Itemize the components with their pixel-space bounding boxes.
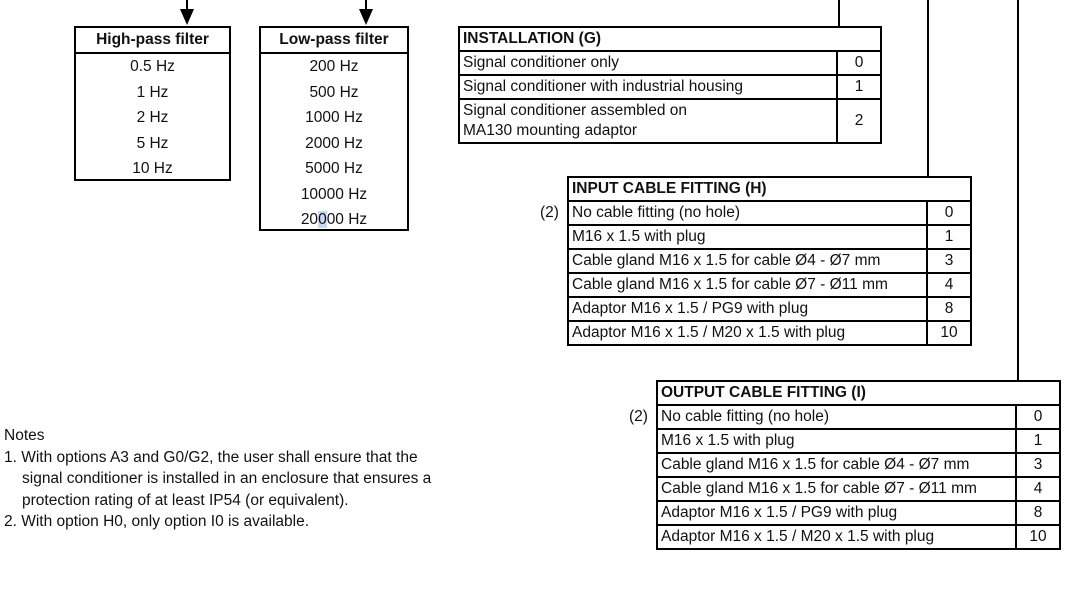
high-pass-filter-box bbox=[74, 26, 231, 181]
option-code: 0 bbox=[837, 51, 881, 75]
arrow-down-icon bbox=[180, 9, 194, 25]
option-label: Adaptor M16 x 1.5 / PG9 with plug bbox=[568, 297, 927, 321]
arrow-down-icon bbox=[359, 9, 373, 25]
text-selection-highlight[interactable]: 0 bbox=[318, 211, 327, 228]
table-row bbox=[459, 51, 881, 75]
option-code: 2 bbox=[837, 99, 881, 143]
notes-heading: Notes bbox=[4, 427, 45, 444]
option-label: Signal conditioner with industrial housing bbox=[459, 75, 837, 99]
table-row bbox=[459, 99, 881, 143]
table-row bbox=[568, 249, 971, 273]
table-row bbox=[657, 429, 1060, 453]
high-pass-option: 0.5 Hz bbox=[130, 58, 175, 75]
table-row bbox=[657, 405, 1060, 429]
option-code: 1 bbox=[1016, 429, 1060, 453]
connector-line-input-cable bbox=[927, 0, 929, 177]
table-row bbox=[568, 321, 971, 345]
table-row bbox=[568, 297, 971, 321]
option-code: 10 bbox=[1016, 525, 1060, 549]
high-pass-option: 5 Hz bbox=[136, 134, 169, 152]
low-pass-filter-title: Low-pass filter bbox=[261, 28, 407, 54]
installation-title: INSTALLATION (G) bbox=[459, 27, 881, 51]
low-pass-option bbox=[261, 207, 407, 233]
note-2: 2. With option H0, only option I0 is available. bbox=[4, 513, 310, 530]
option-label: Cable gland M16 x 1.5 for cable Ø7 - Ø11 mm bbox=[657, 477, 1016, 501]
input-cable-fitting-table bbox=[567, 176, 972, 346]
low-pass-filter-box bbox=[259, 26, 409, 231]
input-cable-fitting-title: INPUT CABLE FITTING (H) bbox=[568, 177, 971, 201]
low-pass-option: 2000 Hz bbox=[305, 134, 363, 152]
option-code: 3 bbox=[1016, 453, 1060, 477]
note-1-continued: signal conditioner is installed in an enclosure that ensures a bbox=[22, 470, 432, 487]
note-1: 1. With options A3 and G0/G2, the user shall ensure that the bbox=[4, 448, 418, 466]
option-code: 1 bbox=[927, 225, 971, 249]
table-row bbox=[568, 225, 971, 249]
text-segment: 20 bbox=[300, 211, 319, 228]
option-code: 4 bbox=[1016, 477, 1060, 501]
option-label bbox=[459, 99, 837, 143]
high-pass-filter-title: High-pass filter bbox=[76, 28, 229, 54]
low-pass-option: 200 Hz bbox=[309, 58, 359, 75]
option-code: 0 bbox=[1016, 405, 1060, 429]
option-code: 1 bbox=[837, 75, 881, 99]
option-label: Adaptor M16 x 1.5 / M20 x 1.5 with plug bbox=[657, 525, 1016, 549]
table-row bbox=[657, 477, 1060, 501]
option-label: Cable gland M16 x 1.5 for cable Ø4 - Ø7 mm bbox=[568, 249, 927, 273]
note-reference: (2) bbox=[629, 408, 648, 425]
low-pass-option: 10000 Hz bbox=[300, 185, 368, 203]
note-reference: (2) bbox=[540, 204, 559, 221]
high-pass-option: 10 Hz bbox=[132, 160, 173, 177]
option-code: 8 bbox=[1016, 501, 1060, 525]
connector-line-installation bbox=[838, 0, 840, 27]
low-pass-option: 500 Hz bbox=[309, 83, 359, 101]
low-pass-option: 1000 Hz bbox=[305, 109, 363, 126]
table-row bbox=[657, 501, 1060, 525]
option-label-line: MA130 mounting adaptor bbox=[463, 122, 638, 139]
option-label: No cable fitting (no hole) bbox=[657, 405, 1016, 429]
notes-section bbox=[4, 425, 431, 533]
option-code: 8 bbox=[927, 297, 971, 321]
option-label: M16 x 1.5 with plug bbox=[657, 429, 1016, 453]
option-code: 10 bbox=[927, 321, 971, 345]
low-pass-option: 5000 Hz bbox=[305, 160, 363, 177]
table-row bbox=[459, 75, 881, 99]
output-cable-fitting-title: OUTPUT CABLE FITTING (I) bbox=[657, 381, 1060, 405]
option-code: 3 bbox=[927, 249, 971, 273]
option-code: 0 bbox=[927, 201, 971, 225]
text-segment: 00 Hz bbox=[326, 211, 368, 228]
connector-line-output-cable bbox=[1017, 0, 1019, 381]
table-row bbox=[657, 525, 1060, 549]
table-row bbox=[568, 201, 971, 225]
installation-table bbox=[458, 26, 882, 144]
table-row bbox=[568, 273, 971, 297]
option-label: M16 x 1.5 with plug bbox=[568, 225, 927, 249]
option-label: Cable gland M16 x 1.5 for cable Ø4 - Ø7 mm bbox=[657, 453, 1016, 477]
option-label-line: Signal conditioner assembled on bbox=[463, 102, 688, 119]
option-code: 4 bbox=[927, 273, 971, 297]
high-pass-option: 1 Hz bbox=[136, 83, 169, 101]
option-label: Adaptor M16 x 1.5 / PG9 with plug bbox=[657, 501, 1016, 525]
option-label: Cable gland M16 x 1.5 for cable Ø7 - Ø11 mm bbox=[568, 273, 927, 297]
high-pass-option: 2 Hz bbox=[136, 109, 169, 126]
table-row bbox=[657, 453, 1060, 477]
option-label: Signal conditioner only bbox=[459, 51, 837, 75]
output-cable-fitting-table bbox=[656, 380, 1061, 550]
note-1-continued: protection rating of at least IP54 (or equivalent). bbox=[22, 491, 349, 509]
option-label: No cable fitting (no hole) bbox=[568, 201, 927, 225]
option-label: Adaptor M16 x 1.5 / M20 x 1.5 with plug bbox=[568, 321, 927, 345]
